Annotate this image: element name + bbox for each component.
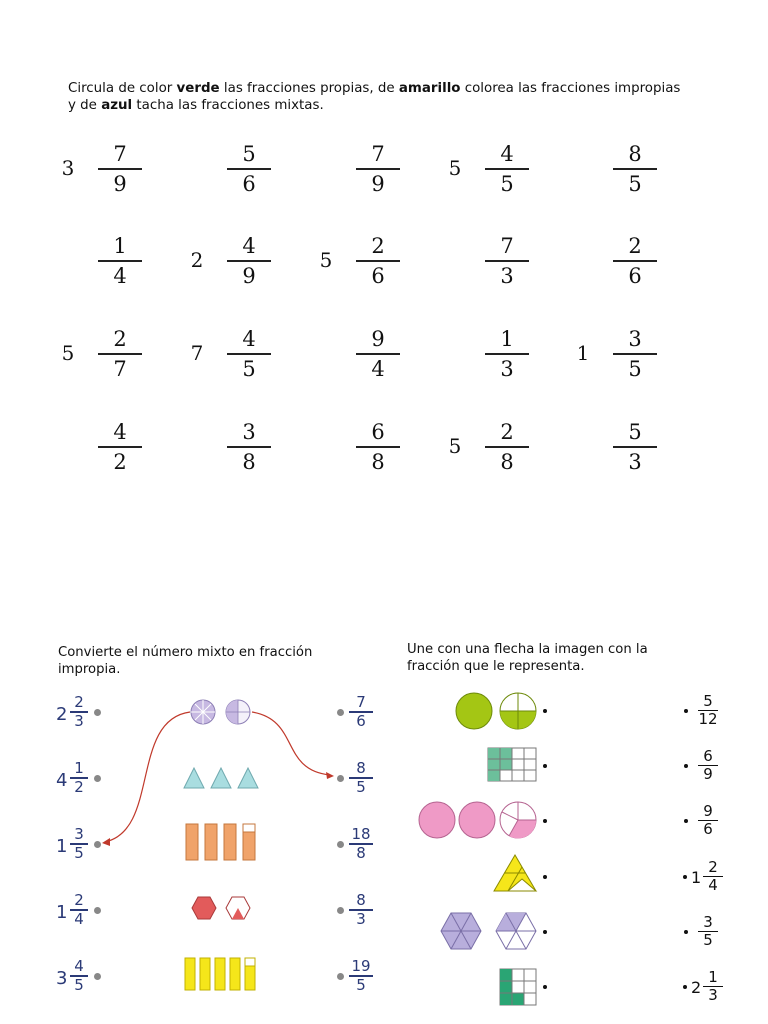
numerator: 6 [703, 747, 713, 765]
connect-dot[interactable] [684, 709, 688, 713]
fraction [703, 969, 723, 1004]
connect-dot[interactable] [683, 985, 687, 989]
numerator: 19 [351, 957, 371, 975]
denominator: 3 [500, 263, 514, 288]
denominator: 5 [74, 843, 84, 862]
numerator: 4 [74, 957, 84, 975]
numerator: 9 [703, 802, 713, 820]
numerator: 2 [371, 234, 385, 258]
whole-number: 2 [56, 704, 68, 725]
green-grid-icon [500, 969, 536, 1005]
whole-number: 7 [190, 341, 204, 365]
numerator: 4 [500, 142, 514, 166]
numerator: 3 [242, 420, 256, 444]
fraction [698, 803, 718, 838]
numerator: 1 [113, 234, 127, 258]
numerator: 3 [703, 913, 713, 931]
denominator: 5 [356, 975, 366, 994]
denominator: 6 [628, 263, 642, 288]
whole-number: 3 [56, 968, 68, 989]
connect-dot[interactable] [543, 875, 547, 879]
denominator: 2 [74, 777, 84, 796]
denominator: 8 [500, 449, 514, 474]
whole-number: 2 [691, 978, 702, 997]
instr2-line2: impropia. [58, 662, 121, 677]
connect-dot[interactable] [543, 709, 547, 713]
denominator: 6 [371, 263, 385, 288]
numerator: 8 [628, 142, 642, 166]
numerator: 3 [74, 825, 84, 843]
denominator: 5 [500, 171, 514, 196]
instr-text: tacha las fracciones mixtas. [132, 98, 324, 113]
denominator: 5 [356, 777, 366, 796]
connect-dot[interactable] [543, 985, 547, 989]
denominator: 8 [356, 843, 366, 862]
instr-bold-amarillo: amarillo [398, 81, 461, 96]
instr-text: colorea las fracciones impropias [460, 81, 681, 96]
denominator: 6 [242, 171, 256, 196]
instr3-line2: fracción que le representa. [407, 659, 585, 674]
numerator: 2 [74, 693, 84, 711]
connect-dot[interactable] [683, 875, 687, 879]
fraction [698, 914, 718, 949]
denominator: 4 [708, 876, 718, 895]
numerator: 4 [242, 234, 256, 258]
denominator: 9 [703, 765, 713, 784]
denominator: 3 [74, 711, 84, 730]
denominator: 4 [74, 909, 84, 928]
denominator: 6 [356, 711, 366, 730]
numerator: 7 [113, 142, 127, 166]
numerator: 18 [351, 825, 371, 843]
denominator: 9 [371, 171, 385, 196]
denominator: 7 [113, 356, 127, 381]
lavender-hexagons-icon [441, 913, 536, 949]
denominator: 5 [74, 975, 84, 994]
denominator: 4 [371, 356, 385, 381]
denominator: 12 [698, 710, 718, 729]
numerator: 5 [703, 692, 713, 710]
connect-dot[interactable] [543, 930, 547, 934]
whole-number: 1 [576, 341, 590, 365]
whole-number: 5 [448, 434, 462, 458]
pink-circles-icon [419, 802, 536, 838]
numerator: 4 [113, 420, 127, 444]
denominator: 9 [242, 263, 256, 288]
connect-dot[interactable] [684, 819, 688, 823]
numerator: 6 [371, 420, 385, 444]
numerator: 2 [113, 327, 127, 351]
fraction [698, 693, 718, 728]
numerator: 2 [628, 234, 642, 258]
numerator: 1 [500, 327, 514, 351]
yellow-triangle-icon [494, 855, 536, 891]
numerator: 7 [500, 234, 514, 258]
denominator: 5 [628, 356, 642, 381]
fraction [703, 859, 723, 894]
fraction [698, 748, 718, 783]
instr3-line1: Une con una flecha la imagen con la [407, 642, 648, 657]
instr-bold-verde: verde [176, 81, 220, 96]
denominator: 3 [628, 449, 642, 474]
whole-number: 3 [61, 156, 75, 180]
denominator: 8 [242, 449, 256, 474]
numerator: 1 [708, 968, 718, 986]
denominator: 8 [371, 449, 385, 474]
numerator: 1 [74, 759, 84, 777]
numerator: 7 [356, 693, 366, 711]
denominator: 2 [113, 449, 127, 474]
numerator: 2 [500, 420, 514, 444]
numerator: 4 [242, 327, 256, 351]
lime-circles-icon [456, 693, 536, 729]
numerator: 5 [628, 420, 642, 444]
numerator: 8 [356, 759, 366, 777]
instr-bold-azul: azul [101, 98, 133, 113]
whole-number: 1 [56, 836, 68, 857]
whole-number: 5 [448, 156, 462, 180]
instr-text: y de [68, 98, 102, 113]
connect-dot[interactable] [543, 819, 547, 823]
instr2-line1: Convierte el número mixto en fracción [58, 645, 313, 660]
whole-number: 5 [319, 248, 333, 272]
grid-squares-icon [488, 748, 536, 781]
connect-dot[interactable] [684, 764, 688, 768]
numerator: 7 [371, 142, 385, 166]
connect-dot[interactable] [543, 764, 547, 768]
denominator: 3 [708, 986, 718, 1005]
instr-text: Circula de color [68, 81, 177, 96]
whole-number: 2 [190, 248, 204, 272]
numerator: 2 [74, 891, 84, 909]
instr-text: las fracciones propias, de [219, 81, 399, 96]
denominator: 5 [628, 171, 642, 196]
denominator: 5 [703, 931, 713, 950]
whole-number: 1 [56, 902, 68, 923]
numerator: 3 [628, 327, 642, 351]
denominator: 6 [703, 820, 713, 839]
denominator: 5 [242, 356, 256, 381]
denominator: 9 [113, 171, 127, 196]
denominator: 4 [113, 263, 127, 288]
denominator: 3 [500, 356, 514, 381]
denominator: 3 [356, 909, 366, 928]
whole-number: 4 [56, 770, 68, 791]
numerator: 9 [371, 327, 385, 351]
whole-number: 5 [61, 341, 75, 365]
numerator: 5 [242, 142, 256, 166]
numerator: 8 [356, 891, 366, 909]
numerator: 2 [708, 858, 718, 876]
connect-dot[interactable] [684, 930, 688, 934]
whole-number: 1 [691, 868, 702, 887]
